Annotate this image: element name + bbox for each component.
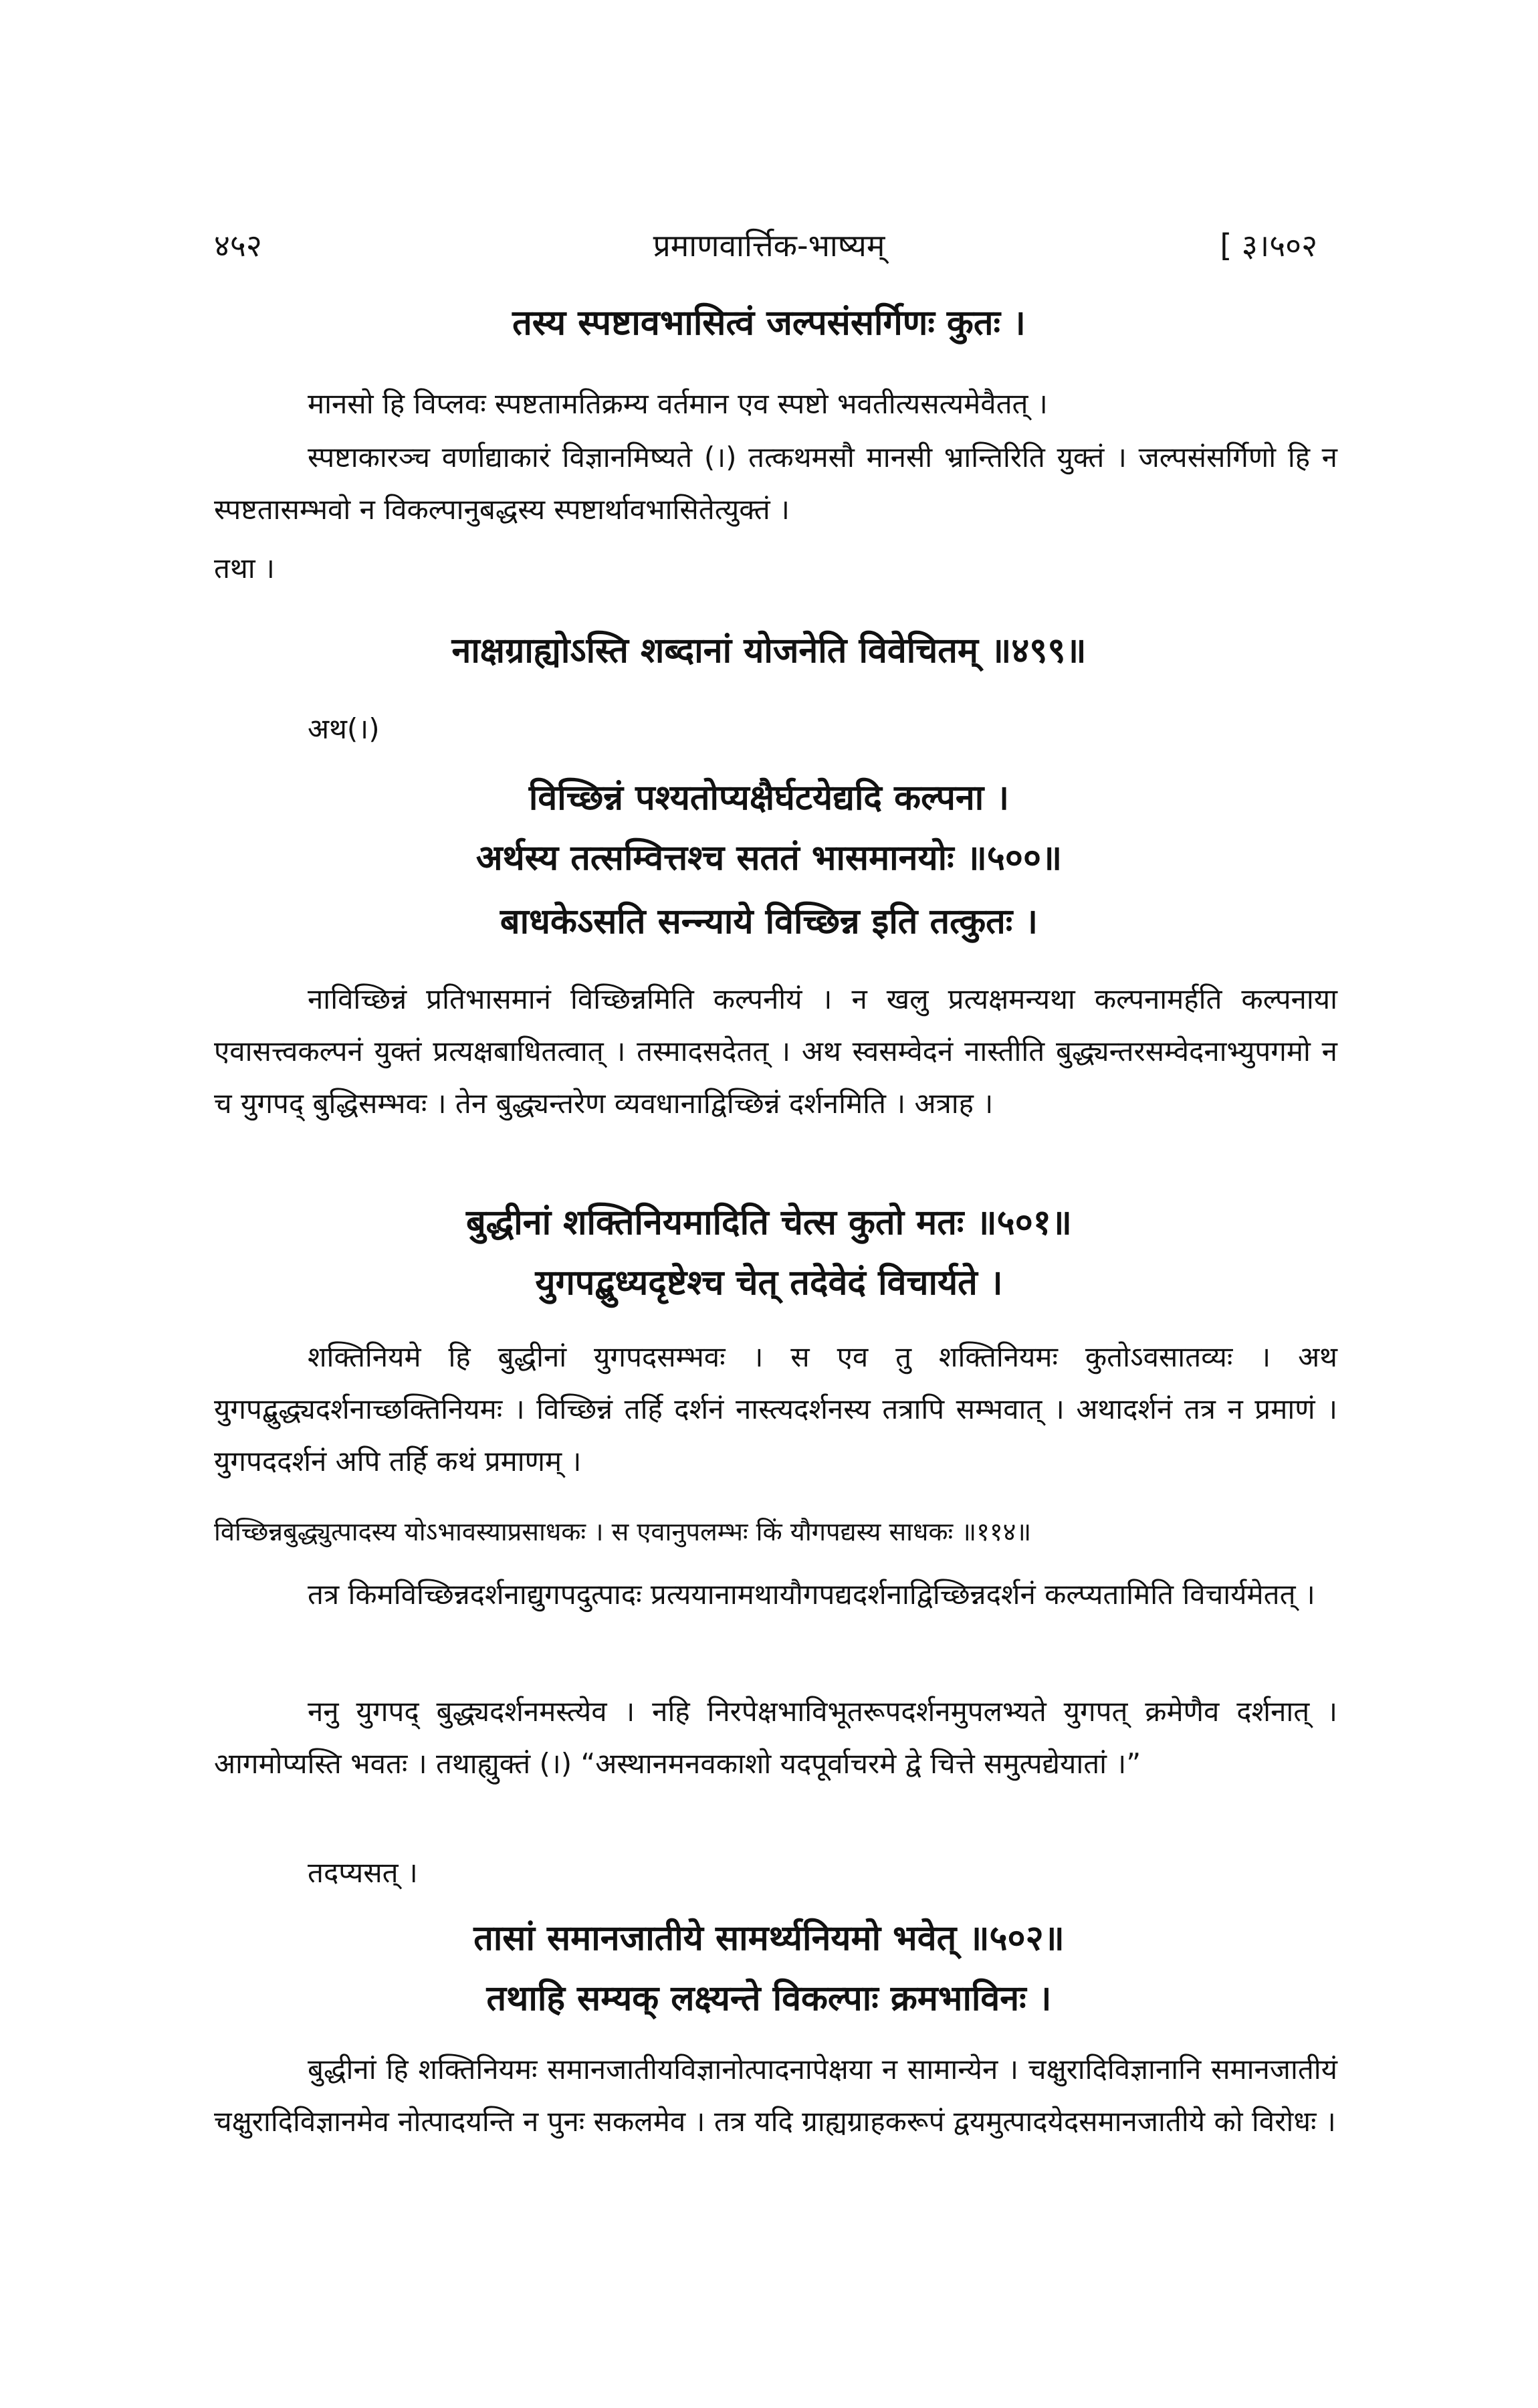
- verse-line: नाक्षग्राह्योऽस्ति शब्दानां योजनेति विवेचितम् ॥४९९॥: [451, 631, 1087, 671]
- quoted-verse: विच्छिन्नबुद्ध्युत्पादस्य योऽभावस्याप्रसाधकः । स एवानुपलम्भः किं यौगपद्यस्य साधकः ॥११४॥: [214, 1517, 1032, 1546]
- connective-text: तथा ।: [214, 552, 275, 585]
- commentary-paragraph: ननु युगपद् बुद्ध्यदर्शनमस्त्येव । नहि निरपेक्षभाविभूतरूपदर्शनमुपलभ्यते युगपत् क्रमेणैव दर्शनात् । आगमोप्यस्ति भवतः । तथाह्युक्तं (।) “अस्थानमनवकाशो यदपूर्वाचरमे द्वे चित्ते समुत्पद्येयातां ।”: [214, 1695, 1337, 1780]
- commentary-paragraph: नाविच्छिन्नं प्रतिभासमानं विच्छिन्नमिति कल्पनीयं । न खलु प्रत्यक्षमन्यथा कल्पनामर्हति कल्पनाया एवासत्त्वकल्पनं युक्तं प्रत्यक्षबाधितत्वात् । तस्मादसदेतत् । अथ स्वसम्वेदनं नास्तीति बुद्ध्यन्तरसम्वेदनाभ्युपगमो न च युगपद् बुद्धिसम्भवः । तेन बुद्ध्यन्तरेण व्यवधानाद्विच्छिन्नं दर्शनमिति । अत्राह ।: [214, 983, 1337, 1120]
- commentary-paragraph: तत्र किमविच्छिन्नदर्शनाद्युगपदुत्पादः प्रत्ययानामथायौगपद्यदर्शनाद्विच्छिन्नदर्शनं कल्प्यतामिति विचार्यमेतत् ।: [308, 1578, 1315, 1611]
- page-number: ४५२: [214, 227, 262, 264]
- connective-text: तदप्यसत् ।: [308, 1856, 418, 1889]
- verse-line: बाधकेऽसति सन्न्याये विच्छिन्न इति तत्कुतः ।: [500, 902, 1038, 942]
- verse-line: बुद्धीनां शक्तिनियमादिति चेत्स कुतो मतः ॥५०१॥: [466, 1203, 1072, 1243]
- verse-line: तस्य स्पष्टावभासित्वं जल्पसंसर्गिणः कुतः ।: [512, 303, 1026, 343]
- connective-text: अथ(।): [308, 712, 380, 745]
- commentary-paragraph: मानसो हि विप्लवः स्पष्टतामतिक्रम्य वर्तमान एव स्पष्टो भवतीत्यसत्यमेवैतत् ।: [308, 387, 1048, 420]
- commentary-paragraph: बुद्धीनां हि शक्तिनियमः समानजातीयविज्ञानोत्पादनापेक्षया न सामान्येन । चक्षुरादिविज्ञानानि समानजातीयं चक्षुरादिविज्ञानमेव नोत्पादयन्ति न पुनः सकलमेव । तत्र यदि ग्राह्यग्राहकरूपं द्वयमुत्पादयेदसमानजातीये को विरोधः ।: [214, 2053, 1337, 2138]
- verse-line: अर्थस्य तत्सम्वित्तश्च सततं भासमानयोः ॥५००॥: [475, 838, 1063, 878]
- section-reference: [ ३।५०२: [1220, 227, 1317, 264]
- verse-line: विच्छिन्नं पश्यतोप्यक्षैर्घटयेद्यदि कल्पना ।: [528, 778, 1010, 818]
- commentary-paragraph: शक्तिनियमे हि बुद्धीनां युगपदसम्भवः । स एव तु शक्तिनियमः कुतोऽवसातव्यः । अथ युगपद्बुद्ध्यदर्शनाच्छक्तिनियमः । विच्छिन्नं तर्हि दर्शनं नास्त्यदर्शनस्य तत्रापि सम्भवात् । अथादर्शनं तत्र न प्रमाणं । युगपददर्शनं अपि तर्हि कथं प्रमाणम् ।: [214, 1340, 1337, 1478]
- verse-line: तासां समानजातीये सामर्थ्यनियमो भवेत् ॥५०२॥: [473, 1918, 1065, 1959]
- verse-line: युगपद्बुध्यदृष्टेश्च चेत् तदेवेदं विचार्यते ।: [535, 1263, 1003, 1303]
- running-title: प्रमाणवार्त्तिक-भाष्यम्: [653, 227, 885, 264]
- commentary-paragraph: स्पष्टाकारञ्च वर्णाद्याकारं विज्ञानमिष्यते (।) तत्कथमसौ मानसी भ्रान्तिरिति युक्तं । जल्पसंसर्गिणो हि न स्पष्टतासम्भवो न विकल्पानुबद्धस्य स्पष्टार्थावभासितेत्युक्तं ।: [214, 441, 1337, 526]
- verse-line: तथाहि सम्यक् लक्ष्यन्ते विकल्पाः क्रमभाविनः ।: [486, 1979, 1052, 2019]
